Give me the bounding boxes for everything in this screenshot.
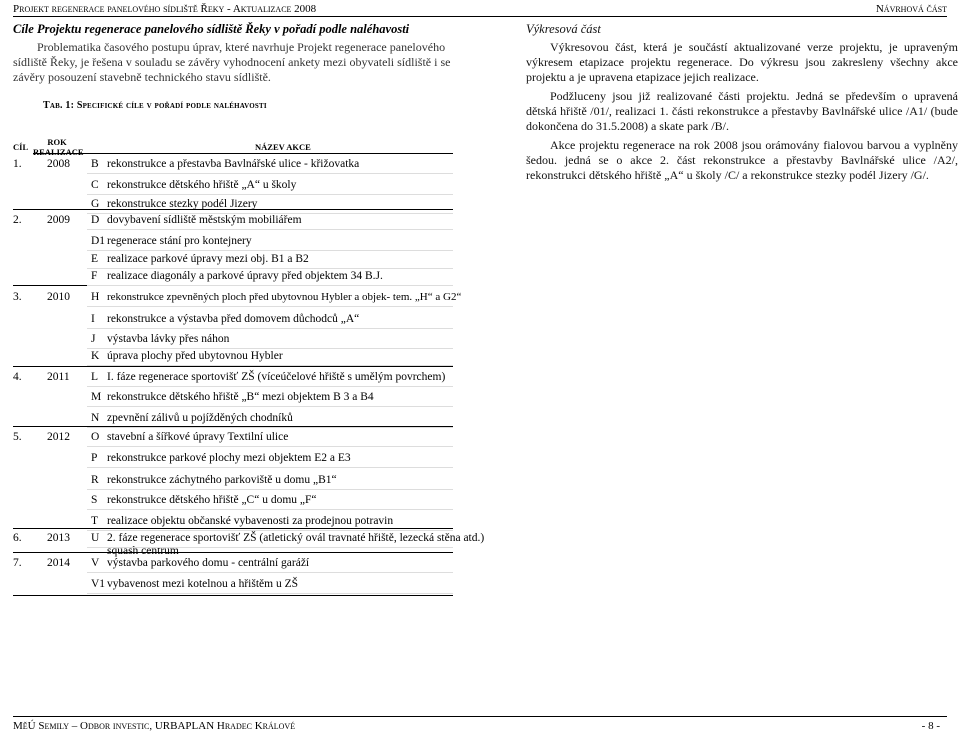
action-name: rekonstrukce a přestavba Bavlnářské ulice - křižovatka [107,158,360,170]
goal-number: 3. [13,291,22,303]
action-code: V1 [91,578,106,590]
realization-year: 2008 [47,158,70,170]
drawing-paragraph-1: Výkresovou část, která je součástí aktualizované verze projektu, je upraveným výkresem etapizace projektu regenerace. Do výkresu jsou zakresleny všechny akce projektu a je upravena etapizace jejich realizace. [526,40,958,84]
intro-line-1: Problematika časového postupu úprav, které navrhuje Projekt regenerace panelového [37,40,446,54]
action-code: P [91,452,98,464]
group-separator [13,366,453,367]
col-year-line1: ROK [47,137,67,147]
action-name: stavební a šířkové úpravy Textilní ulice [107,431,289,443]
row-underline [87,446,453,447]
row-underline [87,250,453,251]
action-name: vybavenost mezi kotelnou a hřištěm u ZŠ [107,578,298,590]
action-code: L [91,371,99,383]
action-code: T [91,515,99,527]
action-code: K [91,350,100,362]
realization-year: 2010 [47,291,70,303]
action-code: F [91,270,98,282]
table-header-rule [33,153,453,154]
goal-number: 4. [13,371,22,383]
footer-left: MěÚ Semily – Odbor investic, URBAPLAN Hradec Králové [13,720,296,732]
action-name: rekonstrukce záchytného parkoviště u domu „B1“ [107,474,337,486]
action-code: M [91,391,102,403]
goal-number: 5. [13,431,22,443]
action-code: U [91,532,100,544]
action-code: D [91,214,100,226]
action-name: rekonstrukce a výstavba před domovem důchodců „A“ [107,313,360,325]
action-name: realizace objektu občanské vybavenosti za prodejnou potravin [107,515,394,527]
row-underline [87,306,453,307]
realization-year: 2014 [47,557,70,569]
row-underline [87,406,453,407]
table-caption: Tab. 1: Specifické cíle v pořadí podle naléhavosti [43,100,267,111]
group-separator [13,595,453,596]
action-name: realizace parkové úpravy mezi obj. B1 a B2 [107,253,309,265]
realization-year: 2013 [47,532,70,544]
action-code: G [91,198,100,210]
row-underline [87,386,453,387]
row-underline [87,173,453,174]
goal-number: 7. [13,557,22,569]
section-title: Cíle Projektu regenerace panelového sídliště Řeky v pořadí podle naléhavosti [13,22,410,36]
row-underline [87,229,453,230]
header-left: Projekt regenerace panelového sídliště Řeky - Aktualizace 2008 [13,3,317,15]
action-code: R [91,474,99,486]
action-name: úprava plochy před ubytovnou Hybler [107,350,283,362]
footer-right: - 8 - [921,720,940,732]
footer-rule [13,716,947,717]
group-separator [13,552,453,553]
goal-number: 6. [13,532,22,544]
action-code: O [91,431,100,443]
row-underline [87,427,453,428]
row-underline [87,489,453,490]
right-column [526,22,958,187]
col-year [33,137,84,157]
row-underline [87,547,453,548]
row-underline [87,268,453,269]
row-underline [87,509,453,510]
intro-text [13,40,453,85]
action-name: dovybavení sídliště městským mobiliářem [107,214,302,226]
row-underline [87,285,453,286]
goal-number: 1. [13,158,22,170]
group-separator [13,528,453,529]
action-code: H [91,291,100,303]
header-right: Návrhová část [875,3,947,15]
goal-number: 2. [13,214,22,226]
row-underline [87,213,453,214]
drawing-section-title: Výkresová část [526,22,601,36]
action-code: E [91,253,99,265]
intro-line-2: sídliště Řeky, je řešena v souladu se závěry vyhodnocení ankety mezi obyvateli sídliště i se [13,55,451,69]
action-name-continued: squash centrum [107,545,179,557]
action-name: rekonstrukce stezky podél Jizery [107,198,258,210]
action-code: S [91,494,98,506]
row-underline [87,328,453,329]
row-underline [87,365,453,366]
realization-year: 2009 [47,214,70,226]
row-underline [87,572,453,573]
col-name: NÁZEV AKCE [255,142,311,152]
action-code: I [91,313,95,325]
action-name: rekonstrukce zpevněných ploch před ubytovnou Hybler a objek- tem. „H“ a G2“ [107,291,462,303]
action-name: 2. fáze regenerace sportovišť ZŠ (atletický ovál travnaté hřiště, lezecká stěna atd.) [107,532,485,544]
action-code: J [91,333,96,345]
row-underline [87,467,453,468]
group-separator [13,209,453,210]
row-underline [87,530,453,531]
action-name: výstavba lávky přes náhon [107,333,230,345]
col-year-line2: REALIZACE [33,147,84,157]
action-name: rekonstrukce dětského hřiště „A“ u školy [107,179,297,191]
drawing-paragraph-2: Podžluceny jsou již realizované části projektu. Jedná se především o upravená dětská hřiště /01/, realizaci 1. části rekonstrukce a přestavby Bavlnářské ulice /A1/ (bude dokončena do 31.5.2008) a skate park /B/. [526,89,958,133]
row-underline [87,348,453,349]
intro-line-3: závěry posouzení stavebně technického stavu sídliště. [13,70,271,84]
realization-year: 2011 [47,371,70,383]
action-name: rekonstrukce parkové plochy mezi objektem E2 a E3 [107,452,351,464]
row-underline [87,194,453,195]
action-code: V [91,557,100,569]
row-underline [87,593,453,594]
action-name: výstavba parkového domu - centrální garáží [107,557,310,569]
action-code: C [91,179,99,191]
drawing-paragraph-3: Akce projektu regenerace na rok 2008 jsou orámovány fialovou barvou a vyplněny šedou. jedná se o akce 2. část rekonstrukce a přestavby Bavlnářské ulice /A2/, rekonstrukci dětského hřiště „A“ u školy /C/ a rekonstrukce stezky podél Jizery /G/. [526,138,958,182]
action-name: zpevnění zálivů u pojížděných chodníků [107,412,293,424]
action-name: I. fáze regenerace sportovišť ZŠ (víceúčelové hřiště s umělým povrchem) [107,371,446,383]
action-code: D1 [91,235,106,247]
action-name: regenerace stání pro kontejnery [107,235,252,247]
action-name: rekonstrukce dětského hřiště „C“ u domu „F“ [107,494,317,506]
action-name: realizace diagonály a parkové úpravy před objektem 34 B.J. [107,270,383,282]
action-code: N [91,412,100,424]
col-goal: CÍL [13,142,29,152]
realization-year: 2012 [47,431,70,443]
action-code: B [91,158,99,170]
header-rule [13,16,947,17]
action-name: rekonstrukce dětského hřiště „B“ mezi objektem B 3 a B4 [107,391,374,403]
